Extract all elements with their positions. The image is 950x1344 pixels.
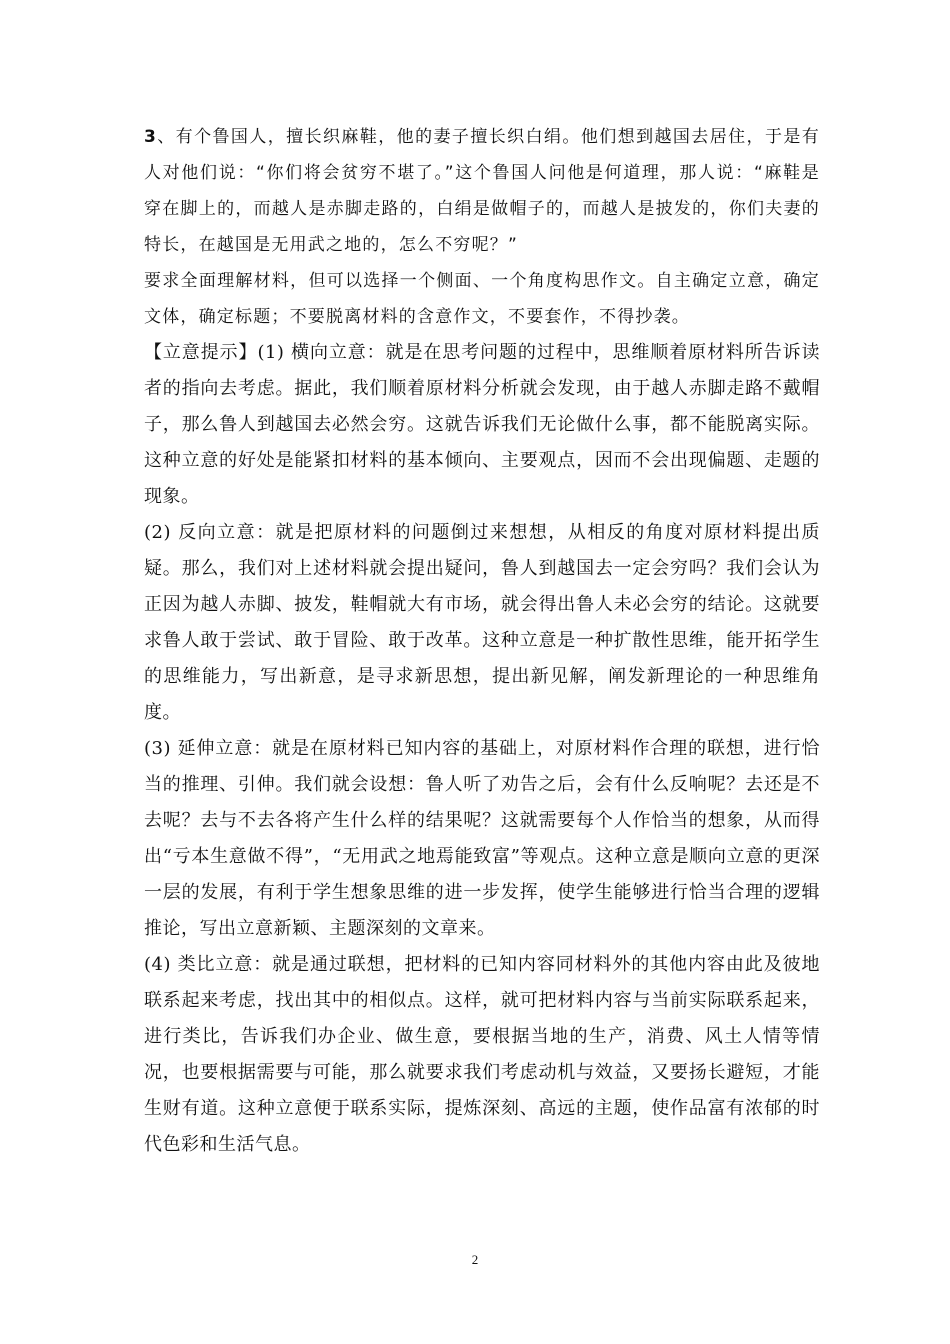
material-text: 有个鲁国人，擅长织麻鞋，他的妻子擅长织白绢。他们想到越国去居住，于是有人对他们说：“你们将会贫穷不堪了。”这个鲁国人问他是何道理，那人说：“麻鞋是穿在脚上的，而越人是赤脚走路的，白绢是做帽子的，而越人是披发的，你们夫妻的特长，在越国是无用武之地的，怎么不穷呢？” [144, 127, 821, 255]
question-material [144, 119, 820, 263]
document-body [144, 119, 820, 1163]
question-number: 3 [144, 127, 158, 147]
hint-item-2: (2) 反向立意：就是把原材料的问题倒过来想想，从相反的角度对原材料提出质疑。那么，我们对上述材料就会提出疑问，鲁人到越国去一定会穷吗？我们会认为正因为越人赤脚、披发，鞋帽就大有市场，就会得出鲁人未必会穷的结论。这就要求鲁人敢于尝试、敢于冒险、敢于改革。这种立意是一种扩散性思维，能开拓学生的思维能力，写出新意，是寻求新思想，提出新见解，阐发新理论的一种思维角度。 [144, 522, 820, 723]
page-number: 2 [471, 1252, 479, 1267]
writing-requirement: 要求全面理解材料，但可以选择一个侧面、一个角度构思作文。自主确定立意，确定文体，确定标题；不要脱离材料的含意作文，不要套作，不得抄袭。 [144, 271, 820, 327]
hint-item-4: (4) 类比立意：就是通过联想，把材料的已知内容同材料外的其他内容由此及彼地联系起来考虑，找出其中的相似点。这样，就可把材料内容与当前实际联系起来，进行类比，告诉我们办企业、做生意，要根据当地的生产，消费、风土人情等情况，也要根据需要与可能，那么就要求我们考虑动机与效益，又要扬长避短，才能生财有道。这种立意便于联系实际，提炼深刻、高远的主题，使作品富有浓郁的时代色彩和生活气息。 [144, 954, 820, 1155]
hint-item-1 [144, 335, 820, 515]
hint-item-3: (3) 延伸立意：就是在原材料已知内容的基础上，对原材料作合理的联想，进行恰当的推理、引伸。我们就会设想：鲁人听了劝告之后，会有什么反响呢？去还是不去呢？去与不去各将产生什么样的结果呢？这就需要每个人作恰当的想象，从而得出“亏本生意做不得”，“无用武之地焉能致富”等观点。这种立意是顺向立意的更深一层的发展，有利于学生想象思维的进一步发挥，使学生能够进行恰当合理的逻辑推论，写出立意新颖、主题深刻的文章来。 [144, 738, 820, 939]
hint-text: (1) 横向立意：就是在思考问题的过程中，思维顺着原材料所告诉读者的指向去考虑。据此，我们顺着原材料分析就会发现，由于越人赤脚走路不戴帽子，那么鲁人到越国去必然会穷。这就告诉我们无论做什么事，都不能脱离实际。这种立意的好处是能紧扣材料的基本倾向、主要观点，因而不会出现偏题、走题的现象。 [144, 342, 821, 507]
question-number-separator: 、 [157, 127, 176, 147]
hints-heading: 【立意提示】 [144, 342, 258, 363]
